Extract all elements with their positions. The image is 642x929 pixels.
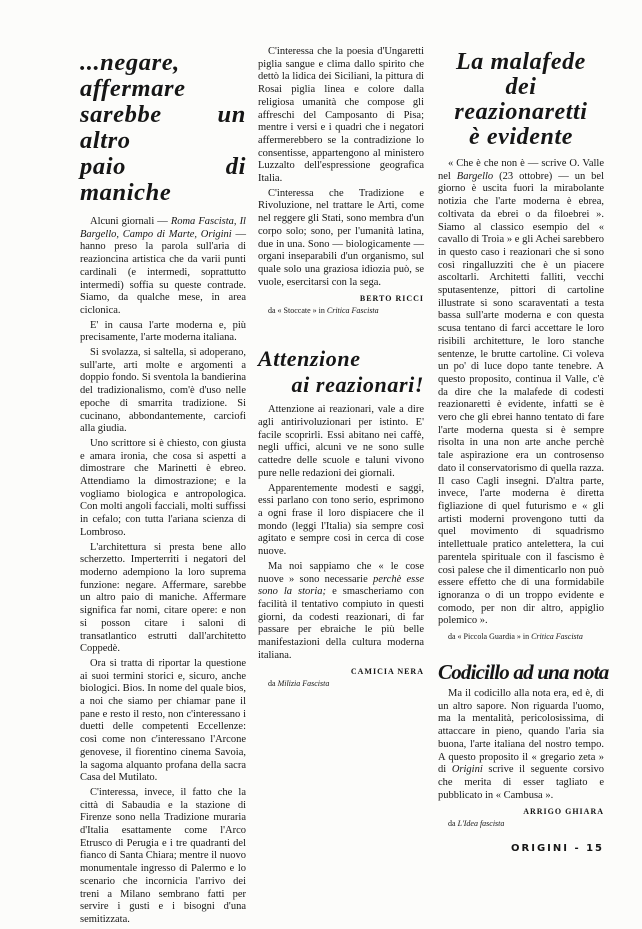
paragraph: C'interessa, invece, il fatto che la città di Sabaudia e la stazione di Firenze sono nella Tradizione muraria d'Italia esattamente come l'Arco Etrusco di Perugia e i tre quadranti del fianco di Santa Chiara; mentre il nuovo monumentale ingresso di Palermo e lo scenario che incornicia l'arrivo dei treni a Milano sembrano fatti per servire i gusti e i bisogni d'una semitizzata.	[80, 786, 246, 925]
signature: ARRIGO GHIARA	[523, 807, 604, 817]
source-credit	[438, 632, 604, 642]
title-line: sarebbe un altro	[80, 101, 246, 154]
paragraph: L'architettura si presta bene allo scherzetto. Imperterriti i negatori del moderno adempiono la loro suprema funzione: negare. Affermare, sarebbe un altro paio di maniche. Affermare significa far nomi, citare opere: e non si posson citare i saloni di transatlantico estrutti dall'architetto Coppedè.	[80, 541, 246, 655]
title-line: è evidente	[469, 124, 573, 150]
paragraph: Ora si tratta di riportar la questione ai suoi termini storici e, sicuro, anche biologici. Bios. In nome del quale bios, a noi che siamo per chiamar pane il pane e resto il resto, non c'interessano i duetti delle competenti Eccellenze: così come non c'interessano l'Arcone genovese, il fiorentino cinema Savoia, la sagoma alquanto profana della sacra Casa del Mutilato.	[80, 657, 246, 784]
text: da « Piccola Guardia » in	[448, 632, 532, 642]
text: da « Stoccate » in	[268, 306, 327, 316]
title-line: paio di maniche	[80, 153, 246, 206]
source-credit	[438, 819, 604, 829]
article3-title	[438, 50, 604, 150]
text: Ma noi sappiamo che « le cose nuove » sono necessarie	[258, 560, 424, 585]
source-credit	[258, 306, 424, 316]
title-line: La malafede	[456, 49, 586, 75]
text: Ma il codicillo alla nota era, ed è, di un altro sapore. Non riguarda l'uomo, ma la mentalità, pericolosissima, di attaccare in pieno, quando l'aria sia buona, l'arte italiana del nostro tempo. A questo proposito il « gregario zeta » di	[438, 688, 604, 776]
italic-text: Bargello	[456, 170, 494, 182]
text: da	[448, 819, 458, 829]
text: e smascheriamo con facilità il tentativo compiuto in questi giorni, da codesti reazionari, di far passare per ebraiche le più belle manifestazioni della cultura moderna italiana.	[258, 586, 424, 661]
signature: CAMICIA NERA	[350, 667, 424, 677]
right-column	[438, 49, 609, 855]
title-line: dei reazionaretti	[454, 74, 588, 125]
italic-text: L'Idea fascista	[457, 819, 505, 829]
paragraph: Apparentemente modesti e saggi, essi parlano con tono serio, esprimono a ogni frase il loro dispiacere che il mondo (leggi l'Italia) sia sempre così agitato e sempre così in cerca di cose nuove.	[258, 482, 424, 558]
title-line: Attenzione	[258, 346, 361, 372]
text: Alcuni giornali —	[90, 216, 171, 227]
paragraph	[258, 561, 424, 663]
text: « Che è che non è — scrive O. Valle nel	[438, 158, 604, 182]
article4-title: Codicillo ad una nota	[438, 660, 609, 685]
text: da	[268, 679, 278, 689]
italic-text: Origini	[451, 764, 483, 776]
source-credit	[258, 679, 424, 689]
paragraph	[438, 158, 604, 628]
article1-title	[80, 50, 246, 206]
italic-text: Critica Fascista	[531, 632, 583, 642]
italic-text: Milizia Fascista	[277, 679, 330, 689]
paragraph	[438, 688, 604, 802]
italic-text: Roma Fascista, Il Bargello, Campo di Marte, Origini	[80, 216, 246, 240]
left-column	[80, 50, 246, 929]
paragraph: Attenzione ai reazionari, vale a dire agli antirivoluzionari per istinto. E' facile scoprirli. Essi abitano nei caffè, negli uffici, alcuni ve ne sono sulle cattedre delle scuole e taluni vivono pure nelle redazioni dei giornali.	[258, 404, 424, 479]
page-footer: ORIGINI - 15	[511, 843, 604, 855]
italic-text: Critica Fascista	[326, 306, 379, 316]
article2-title	[258, 346, 424, 398]
text: (23 ottobre) — un bel giorno è uscita fuori la mirabolante notizia che l'arte moderna è ebrea, coltivata da ebrei o da filoebrei ». Siamo al classico esempio del « cavallo di Troia » e gli Achei sarebbero in questo caso i reazionari che si sono così ringalluzziti che è un piacere ascoltarli. Architetti falliti, vecchi sputasentenze, pittori di cartoline illustrate si sono scaraventati a testa bassa sull'arte moderna e con questa scusa tentano di farci accettare le loro risibili architetture, le loro stanche sentenze, le brutte cartoline. Ci voleva un po' di luce dopo tante tenebre. A questo proposito, continua il Valle, c'è da dire che la malafede di codesti reazionaretti è evidente, infatti se è vero che gli ebrei hanno tentato di fare l'arte moderna questa si è sempre risolta in una non arte anche perchè tale aspirazione era un controsenso dato il conservatorismo di quella razza. Il caso Cagli insegni. D'altra parte, invece, l'arte moderna è diretta figliazione di quel futurismo e « gli artisti moderni provengono tutti da quel movimento di squadrismo intellettuale pratico antelettera, la cui parentela spirituale con il fascismo è così palese che il dimenticarlo non può essere effetto che di una formidabile ignoranza o di un troppo evidente e comodo, per non dir altro, appiglio polemico ».	[438, 170, 605, 627]
middle-column	[258, 46, 424, 691]
italic-text: perchè esse sono la storia;	[258, 573, 425, 598]
signature: BERTO RICCI	[359, 294, 424, 304]
text: scrive il seguente corsivo che merita di esser tagliato e pubblicato in « Cambusa ».	[438, 764, 604, 801]
text: — hanno preso la parola sull'aria di reazioncina artistica che da varii punti cardinali (e intermedi, soprattutto intermedi) soffia su queste contrade. Siamo, da qualche mese, in area ciclonica.	[80, 228, 246, 316]
paragraph: Uno scrittore si è chiesto, con giusta e amara ironia, che cosa si aspetti a dimostrare che Marinetti è ebreo. Attendiamo la dimostrazione; e la vogliamo biologica e antropologica. Con molti angoli facciali, molti suffissi in cefalo; con tutta l'ariana scienza di Lombroso.	[80, 437, 246, 538]
paragraph: C'interessa che Tradizione e Rivoluzione, nel trattare le Arti, come nel reggere gli Stati, sono membra d'un corpo solo; sono, per l'umanità latina, due in una. Sono — biologicamente — organi inseparabili d'un organismo, sul quale solo una graziosa idiozia può, se vuole, esercitarsi con la sega.	[258, 187, 424, 288]
paragraph	[80, 216, 246, 318]
title-line: ...negare, affermare	[80, 49, 186, 102]
paragraph: Si svolazza, si saltella, si adoperano, sull'arte, arti molte e argomenti a doppio fondo. Si sventola la bandierina del tradizionalismo, com'è d'uso nelle epoche di smarrita tradizione. Si cucinano, abbondantemente, carciofi alla giudia.	[80, 347, 246, 435]
title-line: ai reazionari!	[291, 372, 424, 398]
paragraph: E' in causa l'arte moderna e, più precisamente, l'arte moderna italiana.	[80, 319, 246, 344]
paragraph: C'interessa che la poesia d'Ungaretti piglia sangue e clima dallo spirito che dettò la lidica dei Siciliani, la pittura di Rosai piglia linea e colore dalla religiosa umanità che compose gli affreschi del Camposanto di Pisa; mentre i versi e i quadri che i negatori affermerebbero se la contradizione lo consentisse, appartengono al ministero Luzzalto dell'espressione geografica Italia.	[258, 46, 424, 185]
